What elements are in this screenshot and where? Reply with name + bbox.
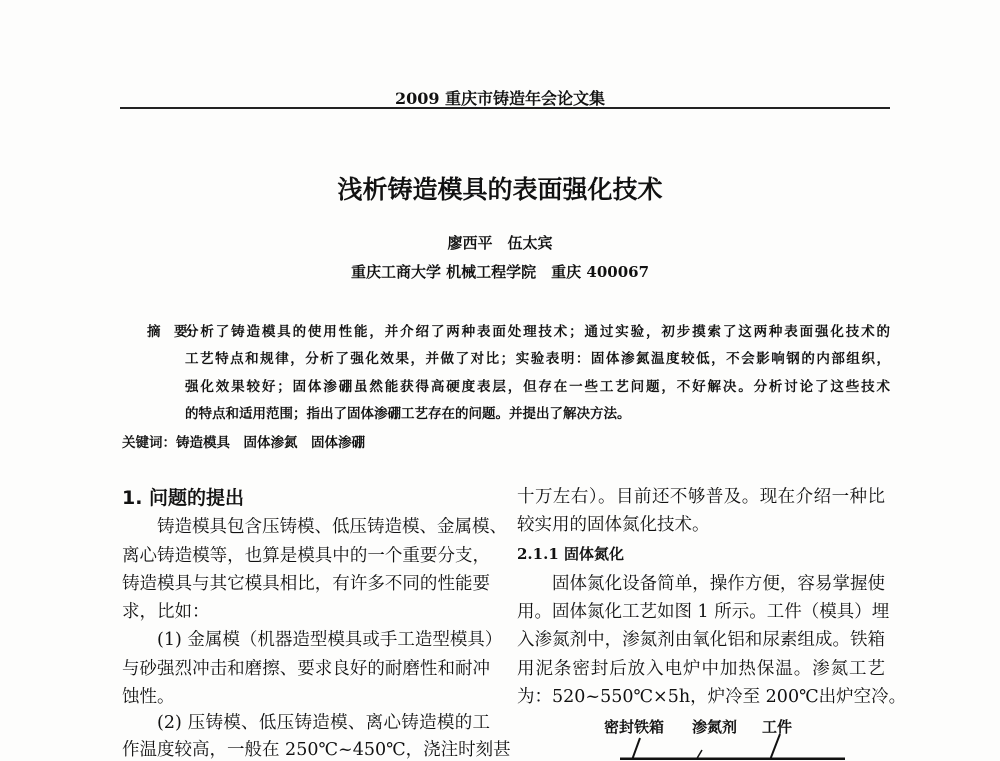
body-line: 作温度较高，一般在 250℃~450℃，浇注时刻甚: [122, 740, 511, 760]
paper-title: 浅析铸造模具的表面强化技术: [337, 175, 663, 204]
body-line: 离心铸造模等，也算是模具中的一个重要分支，: [122, 546, 490, 566]
body-line: 入渗氮剂中，渗氮剂由氧化铝和尿素组成。铁箱: [517, 630, 885, 650]
abstract-line: 分析了铸造模具的使用性能，并介绍了两种表面处理技术；通过实验，初步摸索了这两种表面强化技术的: [185, 324, 890, 340]
body-line: 求，比如：: [122, 602, 210, 622]
section-heading: 1. 问题的提出: [122, 487, 245, 509]
body-line: 蚀性。: [122, 687, 175, 707]
figure-label: 渗氮剂: [692, 718, 738, 736]
leader-line: [770, 734, 780, 760]
body-line: 较实用的固体氮化技术。: [517, 515, 710, 535]
affiliation: 重庆工商大学 机械工程学院 重庆 400067: [350, 263, 650, 281]
abstract-line: 的特点和适用范围；指出了固体渗硼工艺存在的问题。并提出了解决方法。: [185, 406, 631, 422]
body-line: 铸造模具与其它模具相比，有许多不同的性能要: [122, 574, 490, 594]
body-line: 用。固体氮化工艺如图 1 所示。工件（模具）埋: [517, 602, 890, 622]
figure-label: 工件: [762, 718, 793, 736]
header-rule: [120, 107, 890, 109]
subsection-heading: 2.1.1 固体氮化: [517, 545, 624, 563]
body-line: 与砂强烈冲击和磨擦、要求良好的耐磨性和耐冲: [122, 659, 490, 679]
figure-label: 密封铁箱: [604, 718, 665, 736]
figure-diagram: [600, 730, 850, 760]
body-line: 固体氮化设备简单，操作方便，容易掌握使: [552, 574, 885, 594]
running-header: 2009 重庆市铸造年会论文集: [394, 89, 606, 108]
body-line: 为：520~550℃×5h，炉冷至 200℃出炉空冷。: [517, 687, 907, 707]
leader-line: [632, 738, 640, 760]
abstract-line: 工艺特点和规律，分析了强化效果，并做了对比；实验表明：固体渗氮温度较低，不会影响钢的内部组织，: [185, 351, 890, 367]
body-line: 铸造模具包含压铸模、低压铸造模、金属模、: [157, 517, 507, 537]
body-line: (2) 压铸模、低压铸造模、离心铸造模的工: [157, 713, 490, 733]
body-line: (1) 金属模（机器造型模具或手工造型模具）: [157, 630, 503, 650]
abstract-label: 摘 要:: [147, 324, 193, 340]
body-line: 用泥条密封后放入电炉中加热保温。渗氮工艺: [517, 659, 885, 679]
authors: 廖西平 伍太宾: [447, 234, 553, 252]
keywords: 关键词：铸造模具 固体渗氮 固体渗硼: [122, 435, 365, 451]
abstract-line: 强化效果较好；固体渗硼虽然能获得高硬度表层，但存在一些工艺问题，不好解决。分析讨论了这些技术: [185, 379, 890, 395]
body-line: 十万左右）。目前还不够普及。现在介绍一种比: [517, 487, 885, 507]
